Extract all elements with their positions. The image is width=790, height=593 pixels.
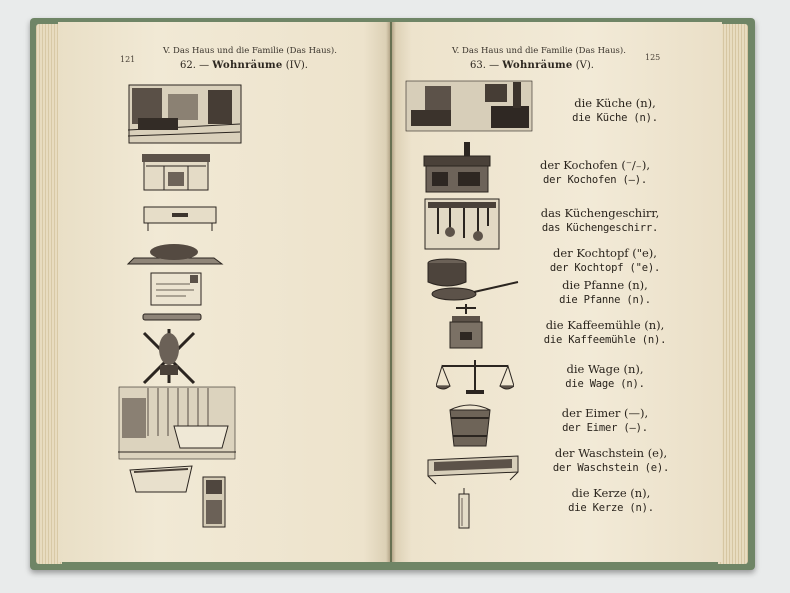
illustration-table-drawer bbox=[142, 205, 218, 231]
vocab-entry-kochtopf bbox=[510, 246, 700, 275]
page-edges-right bbox=[718, 24, 748, 564]
vocab-entry-kochofen bbox=[500, 158, 690, 187]
entry-fraktur: die Wage (n). bbox=[565, 378, 645, 390]
illustration-ruler bbox=[142, 312, 202, 322]
vocab-entry-wage bbox=[510, 362, 700, 391]
right-title-word: Wohnräume bbox=[502, 60, 573, 71]
entry-fraktur: die Kaffeemühle (n). bbox=[543, 334, 667, 346]
left-title-word: Wohnräume bbox=[212, 60, 283, 71]
illustration-bucket bbox=[446, 404, 494, 448]
entry-roman: der Eimer (—), bbox=[561, 406, 649, 420]
vocab-entry-kaffeemuehle bbox=[510, 318, 700, 347]
entry-roman: das Küchengeschirr, bbox=[540, 206, 660, 220]
right-title-number: 63. — bbox=[470, 60, 500, 71]
illustration-frying-pan bbox=[430, 280, 520, 302]
entry-fraktur: der Kochtopf ("e). bbox=[549, 262, 661, 274]
left-title-number: 62. — bbox=[180, 60, 210, 71]
left-page-number: 121 bbox=[120, 55, 136, 64]
entry-roman: die Wage (n), bbox=[566, 362, 644, 376]
illustration-sideboard bbox=[140, 150, 212, 192]
illustration-coffee-mill bbox=[444, 302, 488, 350]
vocab-entry-kerze bbox=[516, 486, 706, 515]
entry-roman: die Kaffeemühle (n), bbox=[545, 318, 665, 332]
vocab-entry-eimer bbox=[510, 406, 700, 435]
entry-roman: der Kochtopf ("e), bbox=[553, 246, 657, 260]
entry-fraktur: die Küche (n). bbox=[572, 112, 658, 124]
entry-fraktur: der Eimer (—). bbox=[562, 422, 648, 434]
entry-fraktur: der Waschstein (e). bbox=[552, 462, 670, 474]
illustration-scale bbox=[436, 356, 514, 396]
vocab-entry-pfanne bbox=[510, 278, 700, 307]
book-gutter bbox=[386, 22, 396, 562]
right-running-header: V. Das Haus und die Familie (Das Haus). bbox=[452, 46, 626, 56]
right-section-title bbox=[470, 60, 594, 71]
vocab-entry-waschstein bbox=[516, 446, 706, 475]
left-section-title bbox=[180, 60, 308, 71]
left-running-header: V. Das Haus und die Familie (Das Haus). bbox=[163, 46, 337, 56]
illustration-sink bbox=[426, 450, 520, 486]
illustration-tools-bundle bbox=[136, 325, 202, 385]
illustration-bathroom bbox=[118, 386, 236, 460]
illustration-candle bbox=[454, 488, 474, 530]
entry-roman: der Kochofen (⁻/₋), bbox=[539, 158, 651, 172]
entry-fraktur: die Kerze (n). bbox=[568, 502, 654, 514]
illustration-bathtub bbox=[126, 462, 196, 498]
entry-roman: die Pfanne (n), bbox=[562, 278, 648, 292]
illustration-bread-board bbox=[126, 238, 224, 268]
illustration-kitchen bbox=[405, 80, 533, 134]
entry-fraktur: die Pfanne (n). bbox=[559, 294, 651, 306]
right-page-number: 125 bbox=[645, 53, 661, 62]
illustration-kitchen-stove bbox=[422, 142, 492, 194]
right-title-part: (V). bbox=[575, 60, 594, 71]
entry-fraktur: das Küchengeschirr. bbox=[541, 222, 659, 234]
entry-fraktur: der Kochofen (—). bbox=[542, 174, 648, 186]
vocab-entry-kuechengeschirr bbox=[505, 206, 695, 235]
entry-roman: der Waschstein (e), bbox=[554, 446, 668, 460]
illustration-room-interior bbox=[128, 84, 242, 146]
entry-roman: die Küche (n), bbox=[574, 96, 656, 110]
left-title-part: (IV). bbox=[285, 60, 308, 71]
illustration-kitchen-utensils bbox=[424, 198, 500, 250]
illustration-door-panel bbox=[202, 476, 226, 528]
illustration-letter bbox=[150, 272, 202, 306]
vocab-entry-kueche bbox=[520, 96, 710, 125]
entry-roman: die Kerze (n), bbox=[571, 486, 651, 500]
